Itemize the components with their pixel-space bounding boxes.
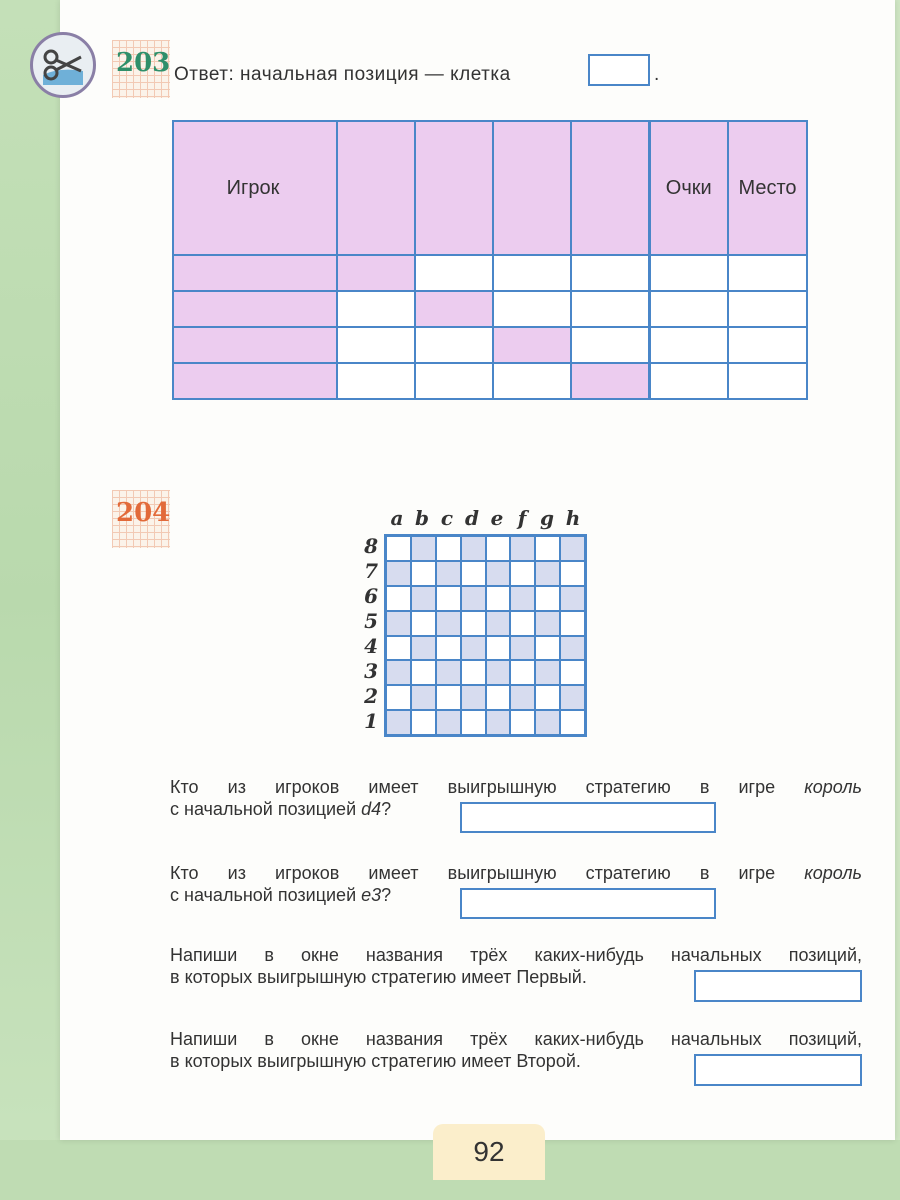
file-label: h [565,506,581,530]
table-cell[interactable] [337,327,415,363]
board-square[interactable] [486,586,511,611]
board-square[interactable] [386,660,411,685]
table-row [173,255,807,291]
file-label: c [440,506,454,530]
board-square[interactable] [386,586,411,611]
player-cell[interactable] [173,363,337,399]
header-place: Место [728,121,807,255]
table-cell[interactable] [493,363,571,399]
table-row [173,363,807,399]
board-square[interactable] [510,636,535,661]
points-cell[interactable] [649,255,728,291]
rank-label: 6 [364,584,378,608]
table-cell[interactable] [415,363,493,399]
board-square[interactable] [560,611,585,636]
rank-label: 2 [364,684,378,708]
question-2: Кто из игроков имеет выигрышную стратегию в игре король с начальной позицией e3? [170,863,862,905]
player-cell[interactable] [173,291,337,327]
board-square[interactable] [436,536,461,561]
table-cell [493,327,571,363]
task-203-answer-box[interactable] [588,54,650,86]
board-square[interactable] [560,561,585,586]
rank-label: 5 [364,609,378,633]
board-square[interactable] [535,611,560,636]
board-square[interactable] [510,561,535,586]
header-points: Очки [649,121,728,255]
answer-box-d4[interactable] [460,802,716,833]
table-row [173,291,807,327]
task-203-number: 203 [112,40,170,98]
board-square[interactable] [560,636,585,661]
table-cell[interactable] [493,255,571,291]
board-square[interactable] [486,685,511,710]
header-cell [493,121,571,255]
board-square[interactable] [486,611,511,636]
score-table [172,120,808,400]
board-square[interactable] [461,536,486,561]
header-cell [415,121,493,255]
board-square[interactable] [535,586,560,611]
board-square[interactable] [461,660,486,685]
table-cell[interactable] [337,363,415,399]
board-square[interactable] [486,710,511,735]
board-square[interactable] [486,660,511,685]
board-square[interactable] [510,660,535,685]
board-square[interactable] [411,660,436,685]
question-1: Кто из игроков имеет выигрышную стратегию в игре король с начальной позицией d4? [170,777,862,819]
board-square[interactable] [560,586,585,611]
file-label: f [517,506,527,530]
table-cell [571,363,649,399]
rank-label: 7 [364,559,378,583]
board-square[interactable] [411,685,436,710]
table-cell[interactable] [571,255,649,291]
board-square[interactable] [436,636,461,661]
question-3: Напиши в окне названия трёх каких-нибудь начальных позиций, в которых выигрышную стратегию имеет Первый. [170,945,862,987]
board-square[interactable] [461,636,486,661]
board-square[interactable] [461,586,486,611]
question-4: Напиши в окне названия трёх каких-нибудь начальных позиций, в которых выигрышную стратегию имеет Второй. [170,1029,862,1071]
board-square[interactable] [560,536,585,561]
answer-box-e3[interactable] [460,888,716,919]
board-square[interactable] [510,685,535,710]
rank-label: 4 [364,634,378,658]
board-square[interactable] [411,710,436,735]
board-square[interactable] [510,611,535,636]
board-square[interactable] [510,586,535,611]
board-square[interactable] [436,561,461,586]
board-square[interactable] [386,536,411,561]
table-cell[interactable] [571,291,649,327]
table-cell[interactable] [571,327,649,363]
task-204-number: 204 [112,490,170,548]
rank-label: 1 [364,709,378,733]
place-cell[interactable] [728,291,807,327]
file-label: g [540,506,554,530]
place-cell[interactable] [728,363,807,399]
board-square[interactable] [486,636,511,661]
task-203-answer-period: . [654,64,660,85]
board-square[interactable] [386,611,411,636]
header-cell [571,121,649,255]
board-square[interactable] [386,561,411,586]
board-square[interactable] [560,710,585,735]
board-square[interactable] [411,586,436,611]
rank-label: 8 [364,534,378,558]
place-cell[interactable] [728,255,807,291]
board-square[interactable] [486,536,511,561]
header-player: Игрок [173,121,337,255]
board-square[interactable] [486,561,511,586]
player-cell[interactable] [173,255,337,291]
table-cell[interactable] [415,327,493,363]
board-square[interactable] [411,536,436,561]
points-cell[interactable] [649,363,728,399]
table-cell[interactable] [337,291,415,327]
board-square[interactable] [560,685,585,710]
board-square[interactable] [535,710,560,735]
board-square[interactable] [386,685,411,710]
player-cell[interactable] [173,327,337,363]
rank-label: 3 [364,659,378,683]
file-label: e [490,506,504,530]
page-number: 92 [433,1124,545,1180]
board-square[interactable] [510,536,535,561]
file-label: b [415,506,429,530]
board-square[interactable] [461,611,486,636]
points-cell[interactable] [649,327,728,363]
points-cell[interactable] [649,291,728,327]
board-square[interactable] [386,710,411,735]
board-square[interactable] [411,611,436,636]
board-square[interactable] [411,636,436,661]
scissors-icon [30,32,96,98]
board-square[interactable] [535,636,560,661]
file-label: a [390,506,404,530]
board-square[interactable] [510,710,535,735]
table-cell [337,255,415,291]
board-square[interactable] [461,561,486,586]
table-cell[interactable] [415,255,493,291]
board-square[interactable] [436,660,461,685]
board-square[interactable] [436,710,461,735]
board-square[interactable] [535,660,560,685]
place-cell[interactable] [728,327,807,363]
header-cell [337,121,415,255]
table-cell[interactable] [493,291,571,327]
board-square[interactable] [436,586,461,611]
answer-box-second[interactable] [694,1054,862,1086]
board-square[interactable] [461,710,486,735]
board-square[interactable] [560,660,585,685]
board-square[interactable] [386,636,411,661]
file-label: d [465,506,479,530]
chessboard [384,534,587,737]
board-square[interactable] [535,536,560,561]
table-row [173,327,807,363]
table-cell [415,291,493,327]
answer-box-first[interactable] [694,970,862,1002]
board-square[interactable] [535,561,560,586]
board-square[interactable] [535,685,560,710]
board-square[interactable] [461,685,486,710]
board-square[interactable] [411,561,436,586]
board-square[interactable] [436,685,461,710]
task-203-answer-label: Ответ: начальная позиция — клетка [174,64,511,85]
board-square[interactable] [436,611,461,636]
background-left [0,0,60,1200]
